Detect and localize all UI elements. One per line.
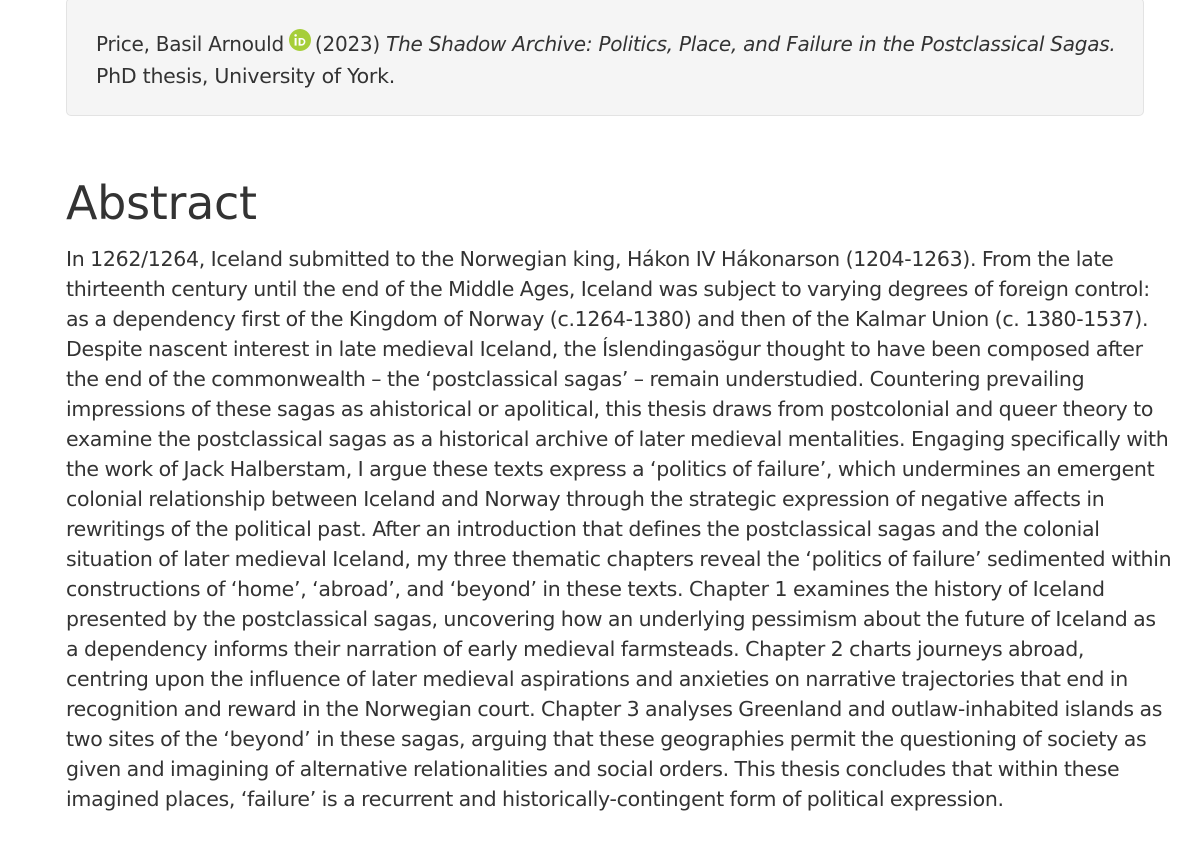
abstract-line: given and imagining of alternative relationalities and social orders. This thesis concludes that within these xyxy=(66,757,1120,781)
abstract-line: Despite nascent interest in late medieval Iceland, the Íslendingasögur thought to have been composed after xyxy=(66,337,1143,361)
abstract-line: constructions of ‘home’, ‘abroad’, and ‘beyond’ in these texts. Chapter 1 examines the history of Iceland xyxy=(66,577,1105,601)
orcid-icon[interactable] xyxy=(289,29,311,59)
abstract-heading: Abstract xyxy=(66,176,257,230)
thesis-title: The Shadow Archive: Politics, Place, and Failure in the Postclassical Sagas. xyxy=(386,32,1116,56)
abstract-line: examine the postclassical sagas as a historical archive of later medieval mentalities. Engaging specifically with xyxy=(66,427,1169,451)
citation-box xyxy=(66,0,1144,116)
citation-year: (2023) xyxy=(314,32,380,56)
abstract-line: presented by the postclassical sagas, uncovering how an underlying pessimism about the future of Iceland as xyxy=(66,607,1156,631)
abstract-line: In 1262/1264, Iceland submitted to the Norwegian king, Hákon IV Hákonarson (1204-1263). From the late xyxy=(66,247,1114,271)
citation-line-1 xyxy=(96,29,1115,61)
abstract-line: impressions of these sagas as ahistorical or apolitical, this thesis draws from postcolonial and queer theory to xyxy=(66,397,1154,421)
abstract-line: the work of Jack Halberstam, I argue these texts express a ‘politics of failure’, which undermines an emergent xyxy=(66,457,1155,481)
abstract-line: the end of the commonwealth – the ‘postclassical sagas’ – remain understudied. Countering prevailing xyxy=(66,367,1085,391)
abstract-line: as a dependency first of the Kingdom of Norway (c.1264-1380) and then of the Kalmar Union (c. 1380-1537). xyxy=(66,307,1149,331)
abstract-line: colonial relationship between Iceland and Norway through the strategic expression of negative affects in xyxy=(66,487,1105,511)
abstract-line: recognition and reward in the Norwegian court. Chapter 3 analyses Greenland and outlaw-inhabited islands as xyxy=(66,697,1163,721)
abstract-line: centring upon the influence of later medieval aspirations and anxieties on narrative trajectories that end in xyxy=(66,667,1128,691)
abstract-text xyxy=(66,244,1176,814)
author-link[interactable]: Price, Basil Arnould xyxy=(96,32,284,56)
abstract-line: situation of later medieval Iceland, my three thematic chapters reveal the ‘politics of failure’ sedimented within xyxy=(66,547,1172,571)
abstract-line: a dependency informs their narration of early medieval farmsteads. Chapter 2 charts journeys abroad, xyxy=(66,637,1085,661)
abstract-line: thirteenth century until the end of the Middle Ages, Iceland was subject to varying degrees of foreign control: xyxy=(66,277,1150,301)
abstract-line: imagined places, ‘failure’ is a recurrent and historically-contingent form of political expression. xyxy=(66,787,1004,811)
abstract-line: two sites of the ‘beyond’ in these sagas, arguing that these geographies permit the questioning of society as xyxy=(66,727,1147,751)
citation-details: PhD thesis, University of York. xyxy=(96,63,395,88)
abstract-line: rewritings of the political past. After an introduction that defines the postclassical sagas and the colonial xyxy=(66,517,1100,541)
